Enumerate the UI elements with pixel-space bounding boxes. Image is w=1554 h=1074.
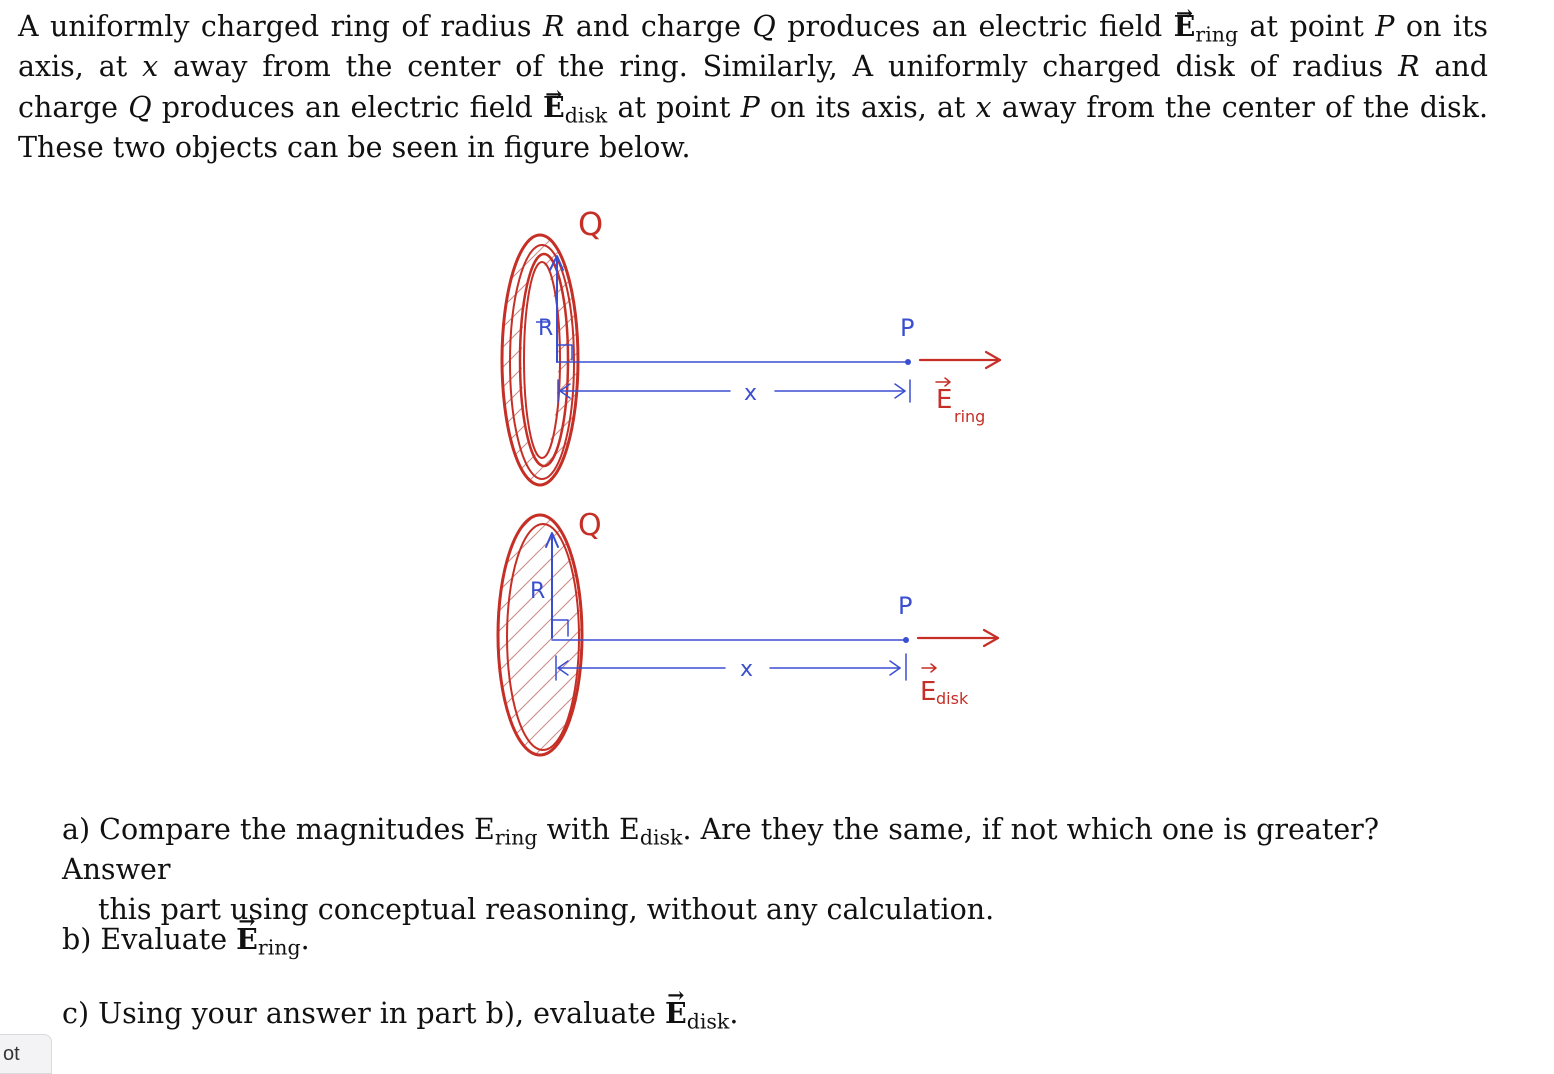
disk-charge-label: Q xyxy=(578,508,602,543)
disk-field-vector-arrow xyxy=(922,664,936,672)
question-a-text: Compare the magnitudes E xyxy=(90,813,495,846)
e-ring-vector xyxy=(1174,6,1196,46)
e-disk-vector xyxy=(543,87,565,127)
ring-point-label: P xyxy=(900,314,915,342)
e-symbol: E xyxy=(542,90,565,124)
period: . xyxy=(729,997,739,1030)
intro-text: at point xyxy=(607,91,741,124)
disk-radius-label: R xyxy=(530,579,546,604)
question-a-text-continued: this part using conceptual reasoning, without any calculation. xyxy=(98,893,995,926)
question-a-text: with E xyxy=(537,813,640,846)
charge-symbol: Q xyxy=(752,10,776,43)
question-c-label: c) xyxy=(62,997,90,1030)
corner-tab[interactable] xyxy=(0,1034,52,1074)
ring-field-label: E xyxy=(936,385,953,415)
disk-field-subscript: disk xyxy=(936,689,969,708)
e-symbol: E xyxy=(1173,9,1196,43)
disk-point-label: P xyxy=(898,592,913,620)
question-a-label: a) xyxy=(62,813,91,846)
period: . xyxy=(300,923,310,956)
e-ring-vector xyxy=(236,922,258,956)
ring-subscript: ring xyxy=(494,825,538,850)
intro-text: on its axis, at xyxy=(759,91,976,124)
intro-text: and charge xyxy=(18,50,1489,124)
disk-subscript: disk xyxy=(639,825,683,850)
ring-point-p xyxy=(905,359,911,365)
ring-disk-figure xyxy=(480,190,1040,780)
intro-text: away from the center of the ring. Similarly, A uniformly charged disk of radius xyxy=(158,50,1399,83)
problem-statement xyxy=(18,6,1488,168)
disk-subscript: disk xyxy=(564,103,608,128)
disk-point-p xyxy=(903,637,909,643)
question-b-text: Evaluate xyxy=(91,923,237,956)
question-a-text: . Are they the same, if not which one is greater? Answer xyxy=(62,813,1380,886)
corner-tab-label: ot xyxy=(3,1043,20,1065)
question-b-label: b) xyxy=(62,923,92,956)
e-disk-vector xyxy=(665,996,687,1030)
ring-distance-dimension xyxy=(558,380,910,402)
question-c xyxy=(62,996,739,1034)
radius-symbol: R xyxy=(1398,50,1420,83)
intro-text: A uniformly charged ring of radius xyxy=(18,10,543,43)
intro-text: produces an electric field xyxy=(151,91,543,124)
disk-field-label: E xyxy=(920,677,937,707)
ring-subscript: ring xyxy=(257,935,301,960)
intro-text: away from the center of the disk. These two objects can be seen in figure below. xyxy=(18,91,1489,164)
disk-subscript: disk xyxy=(686,1009,730,1034)
charge-symbol: Q xyxy=(128,91,152,124)
e-symbol: E xyxy=(664,996,687,1030)
radius-symbol: R xyxy=(542,10,565,43)
disk-distance-dimension xyxy=(556,654,906,680)
point-symbol: P xyxy=(740,91,760,124)
question-a xyxy=(62,810,1492,930)
ring-charge-label: Q xyxy=(578,205,604,243)
distance-symbol: x xyxy=(975,91,992,124)
point-symbol: P xyxy=(1375,10,1395,43)
question-b xyxy=(62,922,310,960)
ring-subscript: ring xyxy=(1195,22,1239,47)
distance-symbol: x xyxy=(142,50,159,83)
ring-field-subscript: ring xyxy=(954,407,986,426)
intro-text: on its axis, at xyxy=(18,10,1489,83)
disk-distance-label: x xyxy=(740,657,754,682)
intro-text: and charge xyxy=(564,10,753,43)
intro-text: at point xyxy=(1238,10,1376,43)
question-c-text: Using your answer in part b), evaluate xyxy=(89,997,665,1030)
intro-text: produces an electric field xyxy=(775,10,1174,43)
disk-right-angle xyxy=(552,620,568,636)
ring-radius-label: R xyxy=(538,316,554,341)
e-symbol: E xyxy=(236,922,258,956)
ring-distance-label: x xyxy=(744,381,758,406)
